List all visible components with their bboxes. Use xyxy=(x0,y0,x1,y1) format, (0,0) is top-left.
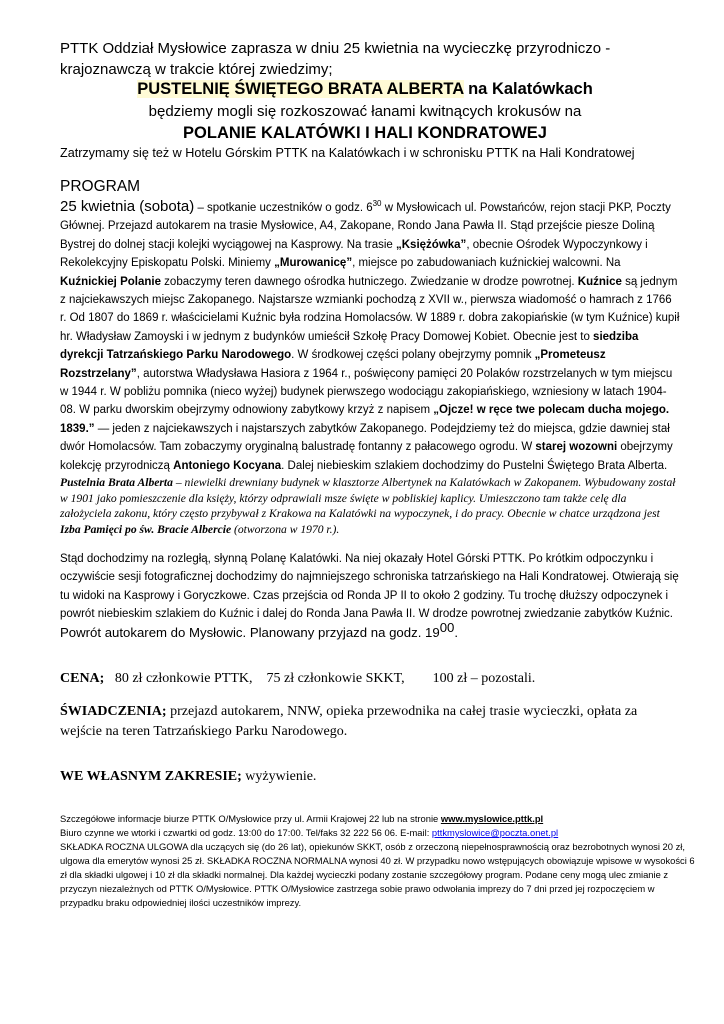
program-bold: „Murowanicę” xyxy=(274,257,353,270)
program-bold: „Prometeusz Rozstrzelany” xyxy=(60,349,606,380)
footer-text: Szczegółowe informacje biurze PTTK O/Mysłowice przy ul. Armii Krajowej 22 lub na stronie xyxy=(60,813,441,824)
program-bold: Kuźnice xyxy=(577,275,622,288)
services-text: przejazd autokarem, NNW, opieka przewodnika na całej trasie wycieczki, opłata za wejście na teren Tatrzańskiego Parku Narodowego. xyxy=(60,704,638,739)
footer-line-office xyxy=(60,826,696,840)
footer-line-fees: SKŁADKA ROCZNA ULGOWA dla uczących się (do 26 lat), opiekunów SKKT, osób z orzeczoną niepełnosprawnością oraz bezrobotnych wynosi 20 zł, ulgowa dla emerytów wynosi 25 zł. SKŁADKA ROCZNA NORMALNA wynosi 40 zł. W przypadku nowo wstępujących obowiązuje wpisowe w wysokości 6 zł dla składki ulgowej i 10 zł dla składki normalnej. Dla każdej wycieczki podany zostanie szczegółowy program. Podane ceny mogą ulec zmianie z przyczyn niezależnych od PTTK O/Mysłowice. PTTK O/Mysłowice zastrzega sobie prawo odwołania imprezy do 7 dni przed jej rozpoczęciem w przypadku braku odpowiedniej ilości uczestników imprezy. xyxy=(60,841,695,908)
price-text: 80 zł członkowie PTTK, 75 zł członkowie SKKT, 100 zł – pozostali. xyxy=(104,671,536,686)
price-line xyxy=(60,669,680,689)
program-text: w Mysłowicach ul. Powstańców, rejon stacji PKP, Poczty Głównej. Przejazd autokarem na trasie Mysłowice, A4, Zakopane, Rondo Jana Pawła II. Stąd przejście piesze Doliną Bystrej do dolnej stacji kolejki wyciągowej na Kasprowy. Na trasie xyxy=(60,202,671,251)
services-line xyxy=(60,702,680,742)
program-bold: Antoniego Kocyana xyxy=(173,459,282,472)
program-bold: starej wozowni xyxy=(535,441,618,454)
footer-text: Biuro czynne we wtorki i czwartki od godz. 13:00 do 17:00. Tel/faks 32 222 56 06. E-mail: xyxy=(60,827,432,838)
program-text: , miejsce po zabudowaniach kuźnickiej walcowni. Na xyxy=(352,257,621,270)
program-text: zobaczymy teren dawnego ośrodka hutniczego. Zwiedzanie w drodze powrotnej. xyxy=(160,275,578,288)
intro-line: PTTK Oddział Mysłowice zaprasza w dniu 25 kwietnia na wycieczkę przyrodniczo - krajoznawczą w trakcie której zwiedzimy; xyxy=(60,40,611,78)
return-paragraph xyxy=(60,550,680,643)
program-date: 25 kwietnia (sobota) xyxy=(60,198,195,215)
program-heading: PROGRAM xyxy=(60,178,141,195)
program-bold: Kuźnickiej Polanie xyxy=(60,275,161,288)
price-label: CENA; xyxy=(60,671,105,686)
note-bold: Izba Pamięci po św. Bracie Albercie xyxy=(60,522,232,536)
return-arrival: Powrót autokarem do Mysłowic. Planowany przyjazd na godz. 19 xyxy=(60,624,440,640)
title-meadow: POLANIE KALATÓWKI I HALI KONDRATOWEJ xyxy=(183,124,547,142)
program-bold: „Ojcze! w ręce twe polecam ducha mojego. 1839.” xyxy=(60,404,670,435)
program-bold: siedziba dyrekcji Tatrzańskiego Parku Narodowego xyxy=(60,330,639,362)
return-end: . xyxy=(454,624,459,640)
title-hermitage-rest: na Kalatówkach xyxy=(463,80,593,98)
footer-info xyxy=(60,812,696,910)
note-text: (otworzona w 1970 r.). xyxy=(231,522,340,536)
own-expense-label: WE WŁASNYM ZAKRESIE; xyxy=(60,769,242,784)
program-text: , autorstwa Władysława Hasiora z 1964 r., poświęcony pamięci 20 Polaków rozstrzelanych w tym miejscu w 1944 r. W pobliżu pomnika (nieco wyżej) budynek pierwszego wodociągu zakopiańskiego, wzniesiony w latach 1904-08. W parku dworskim obejrzymy odnowiony zabytkowy krzyż z napisem xyxy=(60,367,673,417)
return-text: Stąd dochodzimy na rozległą, słynną Polanę Kalatówki. Na niej okazały Hotel Górski PTTK. Po krótkim odpoczynku i oczywiście sesji fotograficznej dochodzimy do najmniejszego schroniska tatrzańskiego na Hali Kondratowej. Otwierają się tu widoki na Kasprowy i Goryczkowe. Czas przejścia od Ronda JP II to około 2 godziny. Tu trochę dłuższy odpoczynek i powrót niebieskim szlakiem do Kuźnic i dalej do Ronda Jana Pawła II. W drodze powrotnej zwiedzanie zabytków Kuźnic. xyxy=(60,553,679,621)
program-paragraph xyxy=(60,198,680,475)
hermitage-note xyxy=(60,475,680,537)
title-hermitage-main: PUSTELNIĘ ŚWIĘTEGO BRATA ALBERTA xyxy=(137,80,464,98)
note-text: – niewielki drewniany budynek w klasztorze Albertynek na Kalatówkach w Zakopanem. Wybudowany został w 1901 jako pomieszczenie dla księży, którzy odprawiali msze święte w pobliskiej kaplicy. Umieszczono tam także celę dla założyciela zakonu, który często przybywał z Krakowa na Kalatówki na wypoczynek, i do pracy. Obecnie w chatce urządzona jest xyxy=(60,476,676,521)
footer-line-info xyxy=(60,812,696,826)
program-text: . Dalej niebieskim szlakiem dochodzimy do Pustelni Świętego Brata Alberta. xyxy=(281,459,668,472)
services-label: ŚWIADCZENIA; xyxy=(60,704,167,719)
return-time-sup: 00 xyxy=(439,619,455,635)
program-text: obejrzymy kolekcję przyrodniczą xyxy=(60,441,673,472)
program-text: – spotkanie uczestników o godz. 6 xyxy=(194,202,373,214)
program-time-sup: 30 xyxy=(372,199,382,209)
program-text: , obecnie Ośrodek Wypoczynkowy i Rekolekcyjny Episkopatu Polski. Miniemy xyxy=(60,238,648,270)
program-text: są jednym z najciekawszych miejsc Zakopanego. Najstarsze wzmianki pochodzą z XVII w., pierwsza wiadomość o hamrach z 1766 r. Od 1807 do 1869 r. właścicielami Kuźnic była rodzina Homolacsów. W 1889 r. dobra zakopiańskie (w tym Kuźnice) kupił hr. Władysław Zamoyski i w jednym z budynków umieścił Szkołę Pracy Domowej Kobiet. Obecnie jest to xyxy=(60,275,680,343)
intro-hotel-line: Zatrzymamy się też w Hotelu Górskim PTTK na Kalatówkach i w schronisku PTTK na Hali Kondratowej xyxy=(60,146,635,160)
website-link[interactable]: www.myslowice.pttk.pl xyxy=(440,813,544,824)
program-text: — jeden z najciekawszych i najstarszych zabytków Zakopanego. Podejdziemy też do miejsca, gdzie dawniej stał dwór Homolacsów. Tam zobaczymy oryginalną balustradę fontanny z pałacowego ogrodu. W xyxy=(60,422,670,454)
email-link[interactable]: pttkmyslowice@poczta.onet.pl xyxy=(431,827,559,838)
own-expense-line xyxy=(60,767,680,787)
own-expense-text: wyżywienie. xyxy=(241,769,317,784)
intro-crocus-line: będziemy mogli się rozkoszować łanami kwitnących krokusów na xyxy=(148,103,582,120)
note-bold: Pustelnia Brata Alberta xyxy=(60,476,173,489)
title-hermitage xyxy=(60,79,670,100)
program-text: . W środkowej części polany obejrzymy pomnik xyxy=(291,349,535,362)
program-bold: „Księżówka” xyxy=(396,238,467,251)
